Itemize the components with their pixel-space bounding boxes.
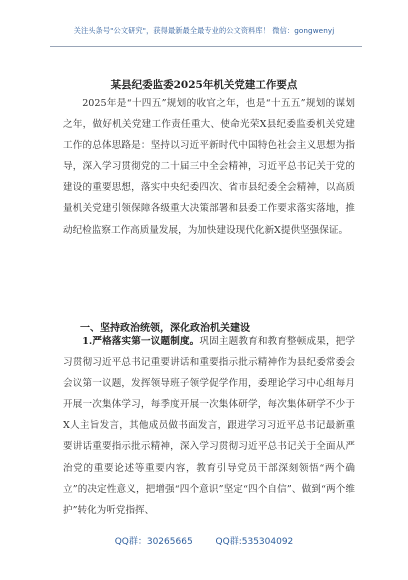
intro-paragraph-block	[63, 93, 355, 241]
header-divider	[50, 46, 362, 47]
section-heading: 一、坚持政治统领，深化政治机关建设	[80, 323, 250, 334]
footer-bar	[0, 534, 408, 547]
document-title: 某县纪委监委2025年机关党建工作要点	[110, 79, 298, 91]
intro-paragraph: 2025年是“十四五”规划的收官之年，也是“十五五”规划的谋划之年，做好机关党建工作责任重大、使命光荣X县纪委监委机关党建工作的总体思路是：坚持以习近平新时代中国特色社会主义思想为指导，深入学习贯彻党的二十届三中全会精神，习近平总书记关于党的建设的重要思想，落实中央纪委四次、省市县纪委全会精神，以高质量机关党建引领保障各级重大决策部署和县委工作要求落实落地，推动纪检监察工作高质量发展，为加快建设现代化新X提供坚强保证。	[63, 98, 355, 236]
item-text: 巩固主题教育和教育整顿成果，把学习贯彻习近平总书记重要讲话和重要指示批示精神作为县纪委常委会会议第一议题，发挥领导班子领学促学作用，委理论学习中心组每月开展一次集体学习，每季度开展一次集体研学，每次集体研学不少于X人主旨发言，其他成员做书面发言，跟进学习习近平总书记最新重要讲话重要指示批示精神，深入学习贯彻习近平总书记关于全面从严治党的重要论述等重要内容，教育引导党员干部深刻领悟“两个确立”的决定性意义，把增强“四个意识”坚定“四个自信”、做到“两个维护”转化为听党指挥、	[63, 336, 356, 516]
item-lead: 1.严格落实第一议题制度。	[82, 336, 200, 347]
item-paragraph-block	[63, 331, 355, 521]
item-paragraph	[63, 331, 355, 521]
header-banner: 关注头条号"公文研究"，获得最新最全最专业的公文资料库！ 微信：gongwenyj	[73, 26, 335, 35]
footer-qq-group-2: QQ群:535304092	[215, 537, 294, 547]
footer-qq-group-1: QQ群：30265665	[114, 537, 193, 547]
